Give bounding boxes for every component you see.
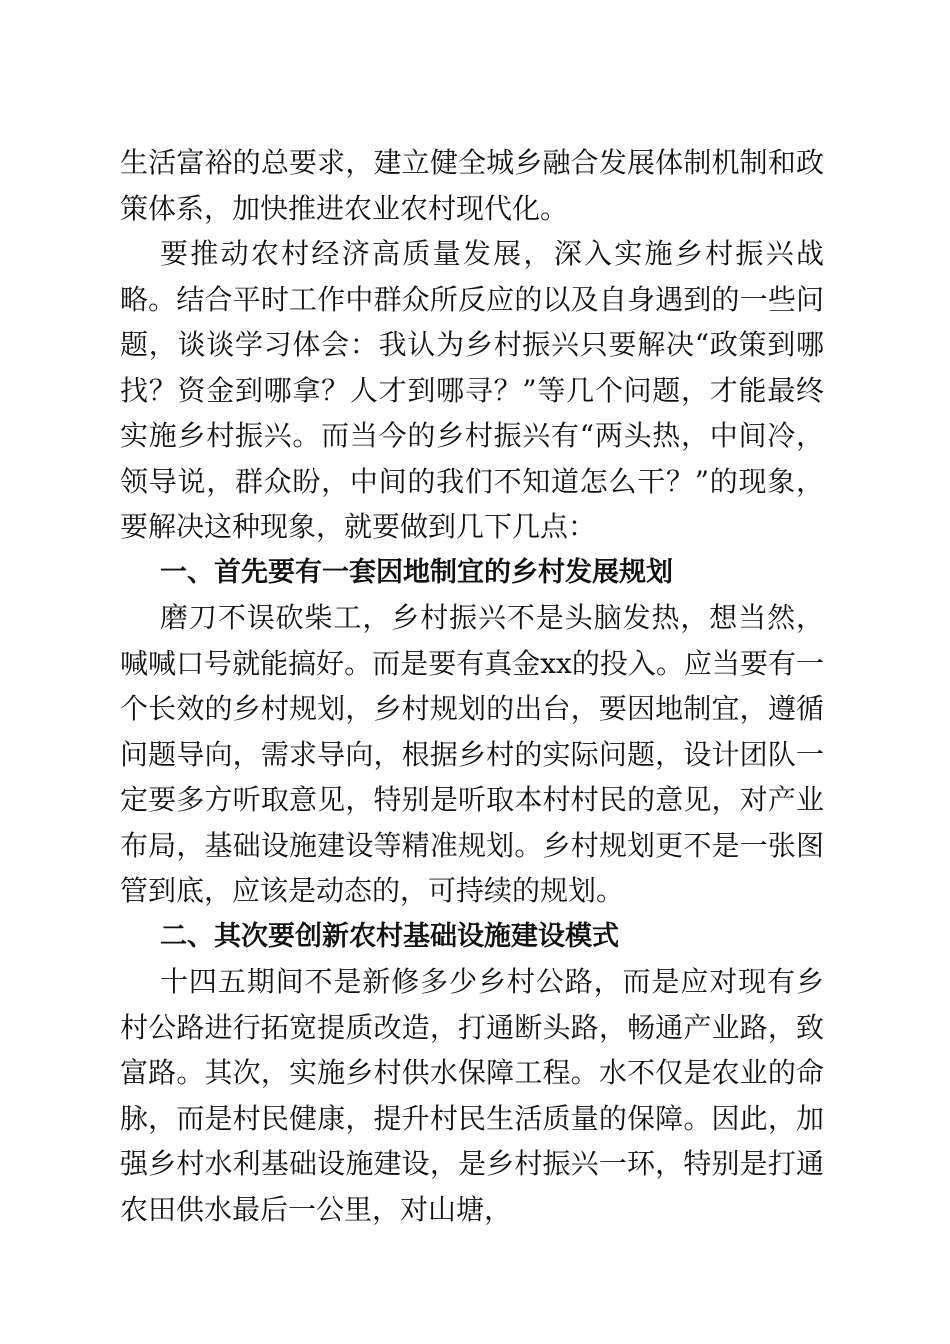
section-heading-1: 一、首先要有一套因地制宜的乡村发展规划 (160, 556, 673, 588)
paragraph-section-1: 磨刀不误砍柴工，乡村振兴不是头脑发热，想当然，喊喊口号就能搞好。而是要有真金xx的投入。应当要有一个长效的乡村规划，乡村规划的出台，要因地制宜，遵循问题导向，需求导向，根据乡村的实际问题，设计团队一定要多方听取意见，特别是听取本村村民的意见，对产业布局，基础设施建设等精准规划。乡村规划更不是一张图管到底，应该是动态的，可持续的规划。 (120, 601, 824, 907)
document-body (120, 140, 824, 1232)
paragraph-section-2: 十四五期间不是新修多少乡村公路，而是应对现有乡村公路进行拓宽提质改造，打通断头路，畅通产业路，致富路。其次，实施乡村供水保障工程。水不仅是农业的命脉，而是村民健康，提升村民生活质量的保障。因此，加强乡村水利基础设施建设，是乡村振兴一环，特别是打通农田供水最后一公里，对山塘， (120, 965, 824, 1226)
paragraph-intro: 要推动农村经济高质量发展，深入实施乡村振兴战略。结合平时工作中群众所反应的以及自身遇到的一些问题，谈谈学习体会：我认为乡村振兴只要解决“政策到哪找？资金到哪拿？人才到哪寻？”等几个问题，才能最终实施乡村振兴。而当今的乡村振兴有“两头热，中间冷，领导说，群众盼，中间的我们不知道怎么干？”的现象，要解决这种现象，就要做到几下几点： (120, 237, 824, 543)
paragraph-continued: 生活富裕的总要求，建立健全城乡融合发展体制机制和政策体系，加快推进农业农村现代化。 (120, 146, 824, 225)
section-heading-2: 二、其次要创新农村基础设施建设模式 (160, 920, 619, 952)
